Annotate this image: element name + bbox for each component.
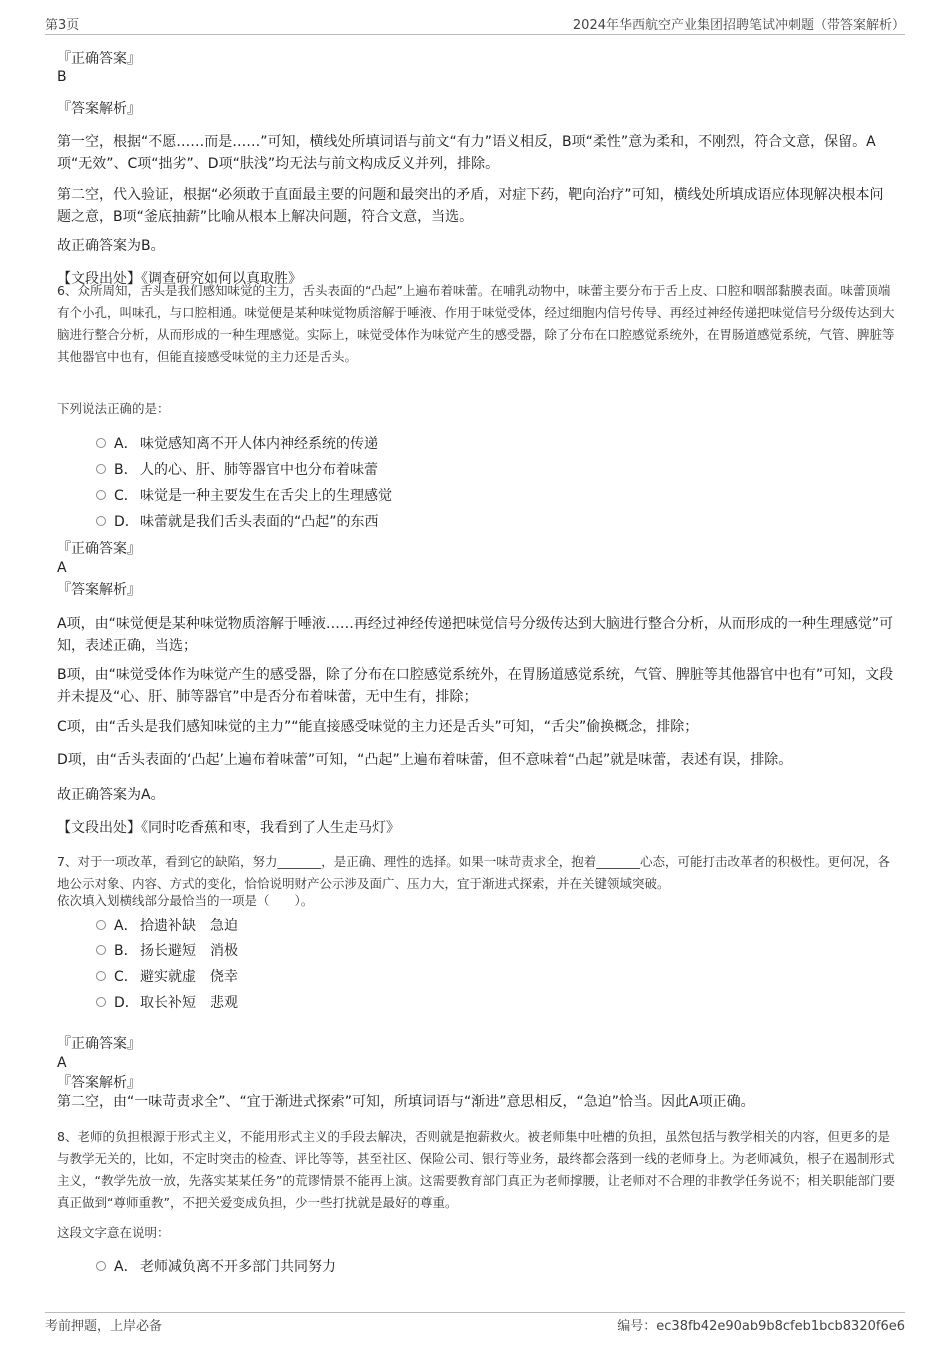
page-number: 第3页 <box>45 18 80 33</box>
option-letter: B． <box>114 943 138 959</box>
radio-icon[interactable] <box>96 997 106 1007</box>
page-header <box>45 14 905 35</box>
radio-icon[interactable] <box>96 490 106 500</box>
source-citation: 【文段出处】《调查研究如何以真取胜》 <box>57 271 302 287</box>
radio-icon[interactable] <box>96 945 106 955</box>
analysis-label: 『答案解析』 <box>57 101 141 117</box>
option-text: 味觉是一种主要发生在舌尖上的生理感觉 <box>140 488 392 504</box>
document-code: 编号：ec38fb42e90ab9b8cfeb1bcb8320f6e6 <box>617 1319 905 1334</box>
option-d[interactable] <box>96 993 238 1013</box>
analysis-label: 『答案解析』 <box>57 582 141 598</box>
option-a[interactable] <box>96 1257 336 1277</box>
option-text: 味蕾就是我们舌头表面的“凸起”的东西 <box>140 514 379 530</box>
question-stem: 7、对于一项改革，看到它的缺陷，努力_______，是正确、理性的选择。如果一味苛责求全，抱着_______心态，可能打击改革者的积极性。更何况，各地公示对象、内容、方式的变化，恰恰说明财产公示涉及面广、压力大，宜于渐进式探索，并在关键领域突破。 <box>57 854 890 891</box>
option-c[interactable] <box>96 486 392 506</box>
option-text: 人的心、肝、肺等器官中也分布着味蕾 <box>140 462 378 478</box>
option-text: 避实就虚 侥幸 <box>140 969 238 985</box>
analysis-label: 『答案解析』 <box>57 1075 141 1091</box>
option-letter: A． <box>114 436 138 452</box>
option-text: 扬长避短 消极 <box>140 943 238 959</box>
option-letter: B． <box>114 462 138 478</box>
question-stem: 6、众所周知，舌头是我们感知味觉的主力，舌头表面的“凸起”上遍布着味蕾。在哺乳动物中，味蕾主要分布于舌上皮、口腔和咽部黏膜表面。味蕾顶端有个小孔，叫味孔，与口腔相通。味觉便是某种味觉物质溶解于唾液、作用于味觉受体，经过细胞内信号传导、再经过神经传递把味觉信号分级传达到大脑进行整合分析，从而形成的一种生理感觉。实际上，味觉受体作为味觉产生的感受器，除了分布在口腔感觉系统外，在胃肠道感觉系统，气管、脾脏等其他器官中也有，但能直接感受味觉的主力还是舌头。 <box>57 283 895 364</box>
document-title: 2024年华西航空产业集团招聘笔试冲刺题（带答案解析） <box>572 18 905 33</box>
analysis-paragraph: 第一空，根据“不愿……而是……”可知，横线处所填词语与前文“有力”语义相反，B项“柔性”意为柔和，不刚烈，符合文意，保留。A项“无效”、C项“拙劣”、D项“肤浅”均无法与前文构成反义并列，排除。 <box>57 134 876 172</box>
answer-value: A <box>57 560 67 576</box>
radio-icon[interactable] <box>96 438 106 448</box>
answer-label: 『正确答案』 <box>57 1036 141 1052</box>
answer-label: 『正确答案』 <box>57 51 141 67</box>
option-text: 取长补短 悲观 <box>140 995 238 1011</box>
option-letter: C． <box>114 969 138 985</box>
option-text: 味觉感知离不开人体内神经系统的传递 <box>140 436 378 452</box>
conclusion: 故正确答案为A。 <box>57 787 165 803</box>
option-b[interactable] <box>96 460 378 480</box>
radio-icon[interactable] <box>96 1261 106 1271</box>
analysis-paragraph: 第二空，代入验证，根据“必须敢于直面最主要的问题和最突出的矛盾，对症下药，靶向治疗”可知，横线处所填成语应体现解决根本问题之意，B项“釜底抽薪”比喻从根本上解决问题，符合文意，当选。 <box>57 187 884 225</box>
radio-icon[interactable] <box>96 920 106 930</box>
option-letter: A． <box>114 918 138 934</box>
page-footer <box>45 1312 905 1334</box>
answer-value: A <box>57 1055 67 1071</box>
option-letter: D． <box>114 995 139 1011</box>
footer-slogan: 考前押题，上岸必备 <box>45 1319 163 1334</box>
source-citation: 【文段出处】《同时吃香蕉和枣，我看到了人生走马灯》 <box>57 820 400 836</box>
option-a[interactable] <box>96 434 378 454</box>
option-letter: D． <box>114 514 139 530</box>
option-c[interactable] <box>96 967 238 987</box>
option-letter: C． <box>114 488 138 504</box>
analysis-paragraph: A项，由“味觉便是某种味觉物质溶解于唾液……再经过神经传递把味觉信号分级传达到大脑进行整合分析，从而形成的一种生理感觉”可知，表述正确，当选； <box>57 616 894 654</box>
question-prompt: 依次填入划横线部分最恰当的一项是（ ）。 <box>57 893 314 908</box>
option-b[interactable] <box>96 941 238 961</box>
analysis-paragraph: 第二空，由“一味苛责求全”、“宜于渐进式探索”可知，所填词语与“渐进”意思相反，“急迫”恰当。因此A项正确。 <box>57 1094 755 1110</box>
answer-value: B <box>57 69 67 85</box>
option-letter: A． <box>114 1259 138 1275</box>
radio-icon[interactable] <box>96 971 106 981</box>
analysis-paragraph: C项，由“舌头是我们感知味觉的主力”“能直接感受味觉的主力还是舌头”可知，“舌尖”偷换概念，排除； <box>57 719 699 735</box>
analysis-paragraph: B项，由“味觉受体作为味觉产生的感受器，除了分布在口腔感觉系统外，在胃肠道感觉系统，气管、脾脏等其他器官中也有”可知，文段并未提及“心、肝、肺等器官”中是否分布着味蕾，无中生有，排除； <box>57 667 894 705</box>
question-prompt: 下列说法正确的是： <box>57 401 170 416</box>
radio-icon[interactable] <box>96 464 106 474</box>
radio-icon[interactable] <box>96 516 106 526</box>
question-prompt: 这段文字意在说明： <box>57 1225 170 1240</box>
conclusion: 故正确答案为B。 <box>57 238 165 254</box>
option-a[interactable] <box>96 916 238 936</box>
answer-label: 『正确答案』 <box>57 541 141 557</box>
analysis-paragraph: D项，由“舌头表面的‘凸起’上遍布着味蕾”可知，“凸起”上遍布着味蕾，但不意味着“凸起”就是味蕾，表述有误，排除。 <box>57 752 793 768</box>
option-text: 老师减负离不开多部门共同努力 <box>140 1259 336 1275</box>
option-d[interactable] <box>96 512 379 532</box>
option-text: 拾遗补缺 急迫 <box>140 918 238 934</box>
question-stem: 8、老师的负担根源于形式主义，不能用形式主义的手段去解决，否则就是抱薪救火。被老师集中吐槽的负担，虽然包括与教学相关的内容，但更多的是与教学无关的，比如，不定时突击的检查、评比等等，甚至社区、保险公司、银行等业务，最终都会落到一线的老师身上。为老师减负，根子在遏制形式主义，“教学先放一放，先落实某某任务”的荒谬情景不能再上演。这需要教育部门真正为老师撑腰，让老师对不合理的非教学任务说不；相关职能部门要真正做到“尊师重教”，不把关爱变成负担，少一些打扰就是最好的尊重。 <box>57 1129 895 1210</box>
